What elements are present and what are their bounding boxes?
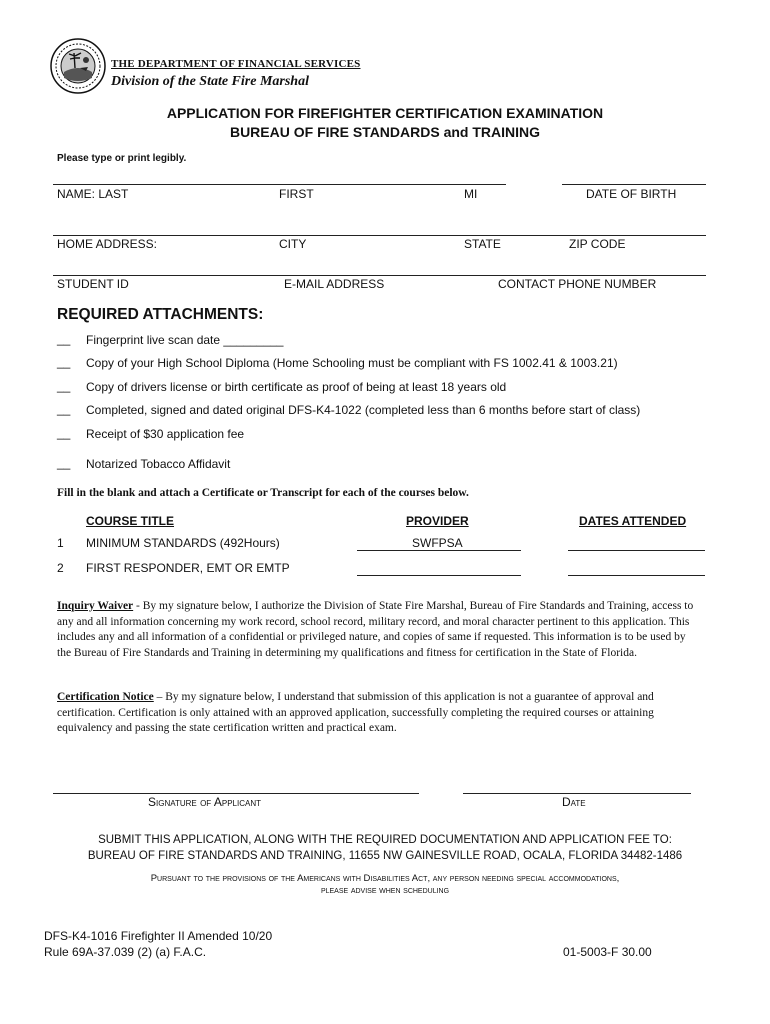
form-id: DFS-K4-1016 Firefighter II Amended 10/20	[44, 929, 273, 943]
col-course-title: COURSE TITLE	[86, 514, 175, 528]
label-first: FIRST	[279, 187, 314, 201]
attachment-item: Receipt of $30 application fee	[86, 427, 245, 441]
attachment-item: Copy of drivers license or birth certificate as proof of being at least 18 years old	[86, 380, 507, 394]
attachment-item: Completed, signed and dated original DFS-K4-1022 (completed less than 6 months before start of class)	[86, 403, 641, 417]
submit-instruction: SUBMIT THIS APPLICATION, ALONG WITH THE REQUIRED DOCUMENTATION AND APPLICATION FEE TO:	[98, 834, 672, 846]
provider-field-line[interactable]	[357, 550, 521, 551]
label-student-id: STUDENT ID	[57, 277, 129, 291]
ada-notice-2: please advise when scheduling	[320, 885, 450, 896]
courses-instruction: Fill in the blank and attach a Certificate or Transcript for each of the courses below.	[57, 487, 469, 499]
attachment-item: Notarized Tobacco Affidavit	[86, 457, 231, 471]
label-city: CITY	[279, 237, 307, 251]
attachments-heading: REQUIRED ATTACHMENTS:	[57, 306, 264, 323]
course-provider[interactable]: SWFPSA	[412, 536, 463, 550]
course-title: FIRST RESPONDER, EMT OR EMTP	[86, 561, 290, 575]
date-label: Date	[562, 795, 586, 809]
rule-citation: Rule 69A-37.039 (2) (a) F.A.C.	[44, 945, 207, 959]
ada-notice: Pursuant to the provisions of the Americans with Disabilities Act, any person needing special accommodations,	[150, 873, 620, 884]
instruction-text: Please type or print legibly.	[57, 153, 187, 164]
course-number: 1	[57, 536, 64, 550]
certification-notice-heading: Certification Notice	[57, 691, 154, 703]
col-dates-attended: DATES ATTENDED	[579, 514, 687, 528]
dates-field-line[interactable]	[568, 550, 705, 551]
form-title: APPLICATION FOR FIREFIGHTER CERTIFICATION EXAMINATION	[166, 105, 604, 121]
label-mi: MI	[464, 187, 478, 201]
date-field-line[interactable]	[463, 793, 691, 794]
attachment-checkbox[interactable]: __	[57, 402, 71, 416]
contact-field-line[interactable]	[53, 275, 706, 276]
florida-state-seal	[50, 38, 106, 94]
certification-notice	[57, 690, 697, 737]
attachment-item: Fingerprint live scan date _________	[86, 333, 284, 347]
attachment-item: Copy of your High School Diploma (Home Schooling must be compliant with FS 1002.41 & 1003.21)	[86, 356, 618, 370]
label-state: STATE	[464, 237, 501, 251]
dates-field-line[interactable]	[568, 575, 705, 576]
inquiry-waiver	[57, 599, 697, 661]
attachment-checkbox[interactable]: __	[57, 355, 71, 369]
label-dob: DATE OF BIRTH	[586, 187, 677, 201]
attachment-checkbox[interactable]: __	[57, 456, 71, 470]
label-zip: ZIP CODE	[569, 237, 626, 251]
department-name: THE DEPARTMENT OF FINANCIAL SERVICES	[111, 58, 361, 70]
label-home-address: HOME ADDRESS:	[57, 237, 158, 251]
course-number: 2	[57, 561, 64, 575]
course-title: MINIMUM STANDARDS (492Hours)	[86, 536, 280, 550]
attachment-checkbox[interactable]: __	[57, 332, 71, 346]
inquiry-waiver-heading: Inquiry Waiver	[57, 600, 134, 612]
inquiry-waiver-text: - By my signature below, I authorize the Division of State Fire Marshal, Bureau of Fire Standards and Training, access to any and all information concerning my work record, school record, military record, and moral character pertinent to this application. This includes any and all information of a confidential or privileged nature, and copies of same if requested. This information is to be used by the Bureau of Fire Standards and Training in determining my qualifications and fitness for certification in the State of Florida.	[57, 600, 694, 659]
name-field-line[interactable]	[53, 184, 506, 185]
provider-field-line[interactable]	[357, 575, 521, 576]
col-provider: PROVIDER	[406, 514, 469, 528]
signature-field-line[interactable]	[53, 793, 419, 794]
attachment-checkbox[interactable]: __	[57, 379, 71, 393]
submit-address: BUREAU OF FIRE STANDARDS AND TRAINING, 11655 NW GAINESVILLE ROAD, OCALA, FLORIDA 34482-1486	[87, 850, 683, 862]
dob-field-line[interactable]	[562, 184, 706, 185]
attachment-checkbox[interactable]: __	[57, 426, 71, 440]
division-name: Division of the State Fire Marshal	[111, 74, 309, 89]
label-phone: CONTACT PHONE NUMBER	[498, 277, 657, 291]
label-name-last: NAME: LAST	[57, 187, 129, 201]
form-subtitle: BUREAU OF FIRE STANDARDS and TRAINING	[229, 124, 541, 140]
form-code: 01-5003-F 30.00	[563, 945, 652, 959]
address-field-line[interactable]	[53, 235, 706, 236]
certification-notice-text: – By my signature below, I understand that submission of this application is not a guarantee of approval and certification. Certification is only attained with an approved application, successfully completing the required courses or attaining equivalency and passing the state certification written and practical exam.	[57, 691, 654, 734]
signature-label: Signature of Applicant	[148, 795, 261, 809]
label-email: E-MAIL ADDRESS	[284, 277, 385, 291]
